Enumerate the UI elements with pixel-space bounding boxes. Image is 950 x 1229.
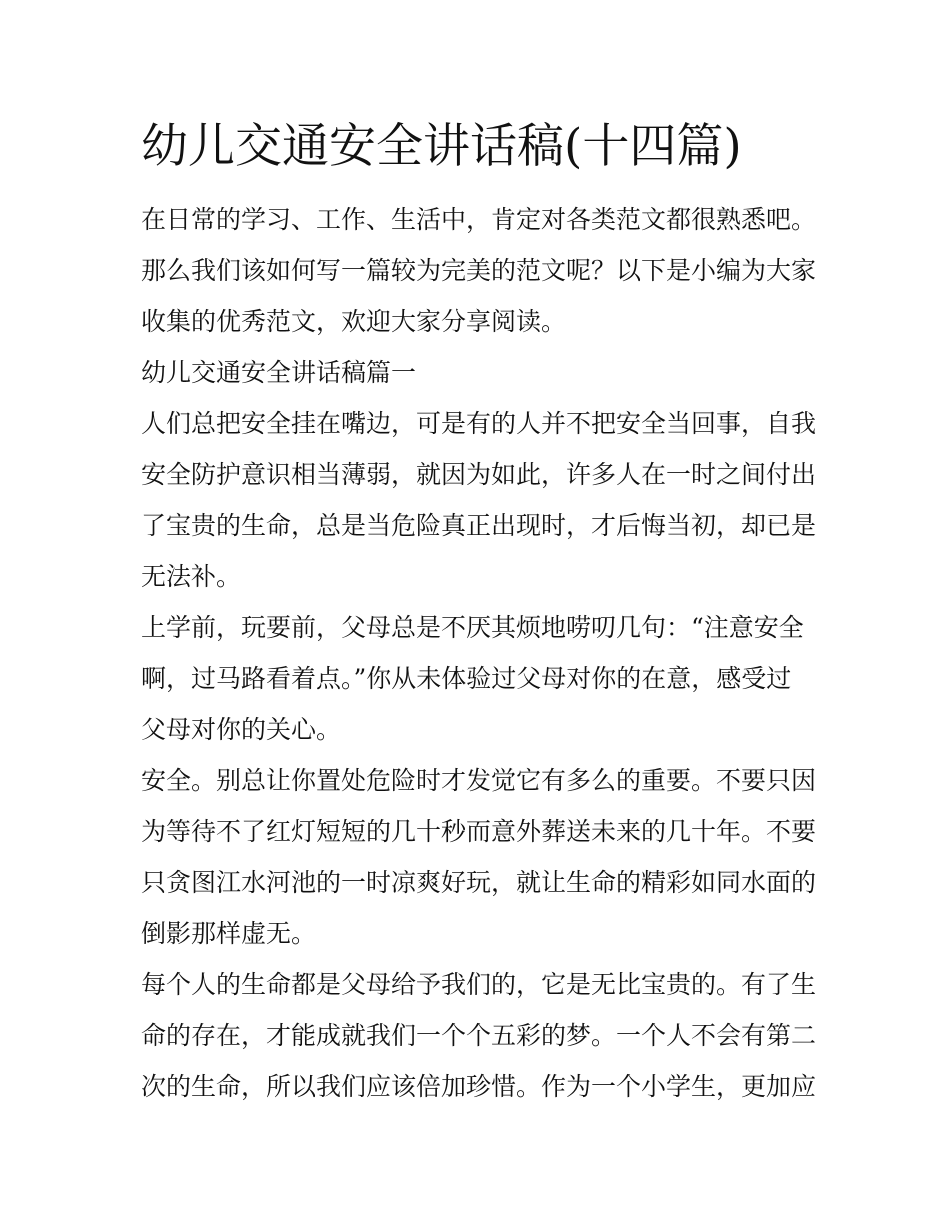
document-title: 幼儿交通安全讲话稿(十四篇)	[141, 119, 742, 174]
text-line: 次的生命，所以我们应该倍加珍惜。作为一个小学生，更加应	[141, 1072, 817, 1101]
text-line: 收集的优秀范文，欢迎大家分享阅读。	[141, 307, 567, 336]
text-line: 每个人的生命都是父母给予我们的，它是无比宝贵的。有了生	[141, 970, 817, 999]
text-line: 人们总把安全挂在嘴边，可是有的人并不把安全当回事，自我	[141, 409, 817, 438]
text-line: 命的存在，才能成就我们一个个五彩的梦。一个人不会有第二	[141, 1021, 817, 1050]
text-line: 无法补。	[141, 562, 242, 591]
text-line: 啊，过马路看着点。”你从未体验过父母对你的在意，感受过	[141, 664, 792, 693]
section-heading: 幼儿交通安全讲话稿篇一	[141, 358, 417, 387]
text-line: 安全。别总让你置处危险时才发觉它有多么的重要。不要只因	[141, 766, 817, 795]
text-line: 只贪图江水河池的一时凉爽好玩，就让生命的精彩如同水面的	[141, 868, 817, 897]
text-line: 为等待不了红灯短短的几十秒而意外葬送未来的几十年。不要	[141, 817, 817, 846]
text-line: 安全防护意识相当薄弱，就因为如此，许多人在一时之间付出	[141, 460, 817, 489]
text-line: 倒影那样虚无。	[141, 919, 317, 948]
text-line: 父母对你的关心。	[141, 715, 342, 744]
text-line: 那么我们该如何写一篇较为完美的范文呢？以下是小编为大家	[141, 256, 817, 285]
text-line: 了宝贵的生命，总是当危险真正出现时，才后悔当初，却已是	[141, 511, 817, 540]
text-line: 在日常的学习、工作、生活中，肯定对各类范文都很熟悉吧。	[141, 205, 817, 234]
text-line: 上学前，玩要前，父母总是不厌其烦地唠叨几句：“注意安全	[141, 613, 804, 642]
